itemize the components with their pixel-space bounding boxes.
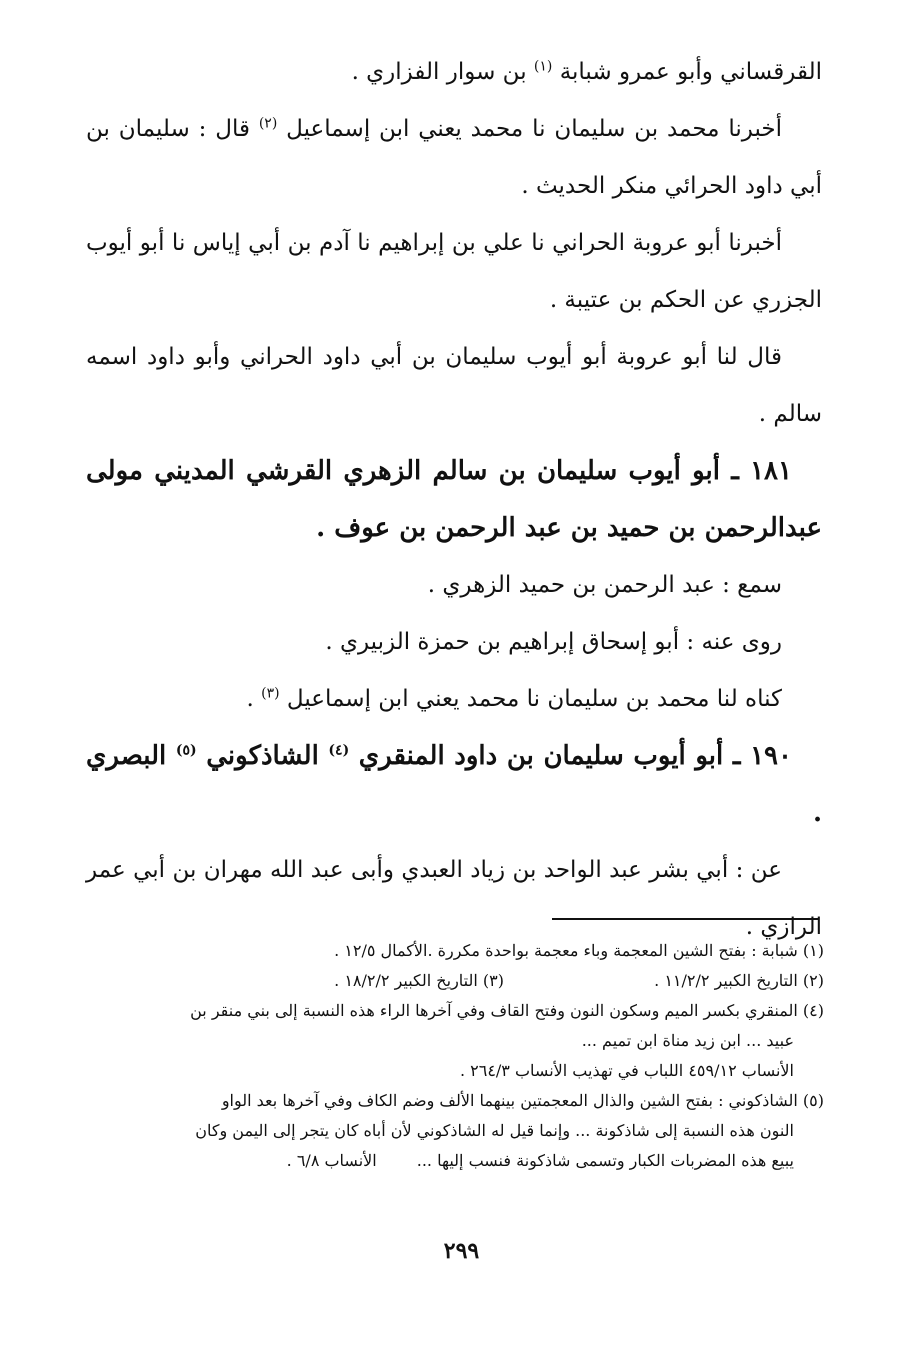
footnote-5-line-2: النون هذه النسبة إلى شاذكونة ... وإنما قيل له الشاذكوني لأن أباه كان يتجر إلى اليمن وكان <box>195 1121 794 1140</box>
footnote-1: (١) شبابة : بفتح الشين المعجمة وباء معجمة بواحدة مكررة .الأكمال ١٢/٥ . <box>334 941 824 960</box>
footnote-separator <box>552 918 819 920</box>
footnote-2: (٢) التاريخ الكبير ١١/٢/٢ . <box>654 971 824 990</box>
main-text <box>86 44 822 956</box>
paragraph-2-tail: قال : سليمان بن أبي داود الحرائي منكر الحديث . <box>86 116 822 199</box>
footnote-ref-4: (٤) <box>328 742 350 759</box>
paragraph-4: قال لنا أبو عروبة أبو أيوب سليمان بن أبي داود الحراني وأبو داود اسمه سالم . <box>86 344 822 427</box>
footnote-4-line-1: (٤) المنقري بكسر الميم وسكون النون وفتح القاف وفي آخرها الراء هذه النسبة إلى بني منقر بن <box>190 1001 824 1020</box>
footnote-4-line-2: عبيد ... ابن زيد مناة ابن تميم ... <box>581 1031 794 1050</box>
paragraph-7 <box>86 671 822 728</box>
paragraph-7-text: كناه لنا محمد بن سليمان نا محمد يعني ابن إسماعيل <box>286 686 782 712</box>
footnote-ref-5: (٥) <box>175 742 197 759</box>
footnote-5-line-3-text: يبيع هذه المضربات الكبار وتسمى شاذكونة فنسب إليها ... <box>416 1151 794 1170</box>
paragraph-1 <box>86 44 822 101</box>
paragraph-5: سمع : عبد الرحمن بن حميد الزهري . <box>427 572 782 598</box>
entry-heading-190 <box>86 728 822 842</box>
page-number: ٢٩٩ <box>443 1238 480 1264</box>
paragraph-2-text: أخبرنا محمد بن سليمان نا محمد يعني ابن إسماعيل <box>286 116 783 142</box>
footnote-ref-1: (١) <box>533 58 553 75</box>
footnote-5-source: الأنساب ٦/٨ . <box>286 1151 377 1170</box>
footnote-row-2-3 <box>80 966 824 996</box>
entry-heading-190-name: ١٩٠ ـ أبو أيوب سليمان بن داود المنقري <box>358 741 792 771</box>
footnote-ref-2: (٢) <box>258 115 278 132</box>
footnotes <box>80 936 824 1176</box>
entry-heading-190-nisba: الشاذكوني <box>206 741 319 771</box>
entry-heading-181: ١٨١ ـ أبو أيوب سليمان بن سالم الزهري القرشي المديني مولى عبدالرحمن بن حميد بن عبد الرحمن بن عوف . <box>86 456 822 543</box>
paragraph-8: عن : أبي بشر عبد الواحد بن زياد العبدي وأبى عبد الله مهران بن أبي عمر الرازي . <box>86 857 822 940</box>
paragraph-7-tail: . <box>246 686 254 712</box>
footnote-4-line-3: الأنساب ٤٥٩/١٢ اللباب في تهذيب الأنساب ٢٦٤/٣ . <box>459 1061 794 1080</box>
paragraph-6: روى عنه : أبو إسحاق إبراهيم بن حمزة الزبيري . <box>325 629 782 655</box>
footnote-3: (٣) التاريخ الكبير ١٨/٢/٢ . <box>334 971 504 990</box>
paragraph-1-text: القرقساني وأبو عمرو شبابة <box>559 59 822 85</box>
footnote-ref-3: (٣) <box>261 685 280 702</box>
footnote-5-line-3 <box>80 1146 824 1176</box>
paragraph-3: أخبرنا أبو عروبة الحراني نا علي بن إبراهيم نا آدم بن أبي إياس نا أبو أيوب الجزري عن الحكم بن عتيبة . <box>86 230 822 313</box>
entry-heading-190-tail: البصري . <box>86 741 822 828</box>
footnote-5-line-1: (٥) الشاذكوني : بفتح الشين والذال المعجمتين بينهما الألف وضم الكاف وفي آخرها بعد الواو <box>221 1091 824 1110</box>
paragraph-1-tail: بن سوار الفزاري . <box>351 59 527 85</box>
paragraph-2 <box>86 101 822 215</box>
